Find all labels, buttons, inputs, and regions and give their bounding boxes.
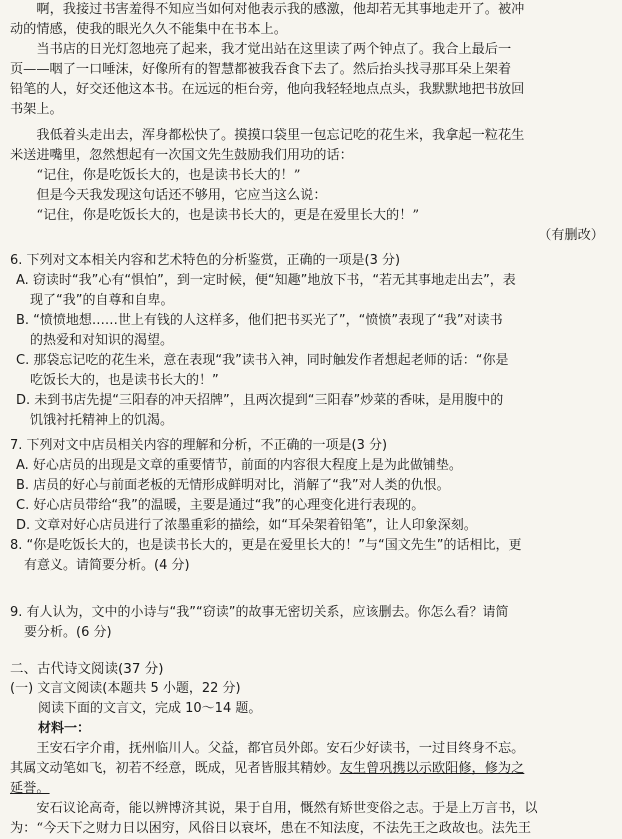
option-a: A. 好心店员的出现是文章的重要情节，前面的内容很大程度上是为此做铺垫。 [16, 458, 462, 473]
passage-line: 动的情感，使我的眼光久久不能集中在书本上。 [10, 22, 287, 37]
exam-page [10, 0, 616, 839]
classical-line: 安石议论高奇，能以辨博济其说，果于自用，慨然有矫世变俗之志。于是上万言书，以 [36, 801, 538, 816]
question-stem: 9. 有人认为，文中的小诗与“我”“窃读”的故事无密切关系，应该删去。你怎么看？请简 [10, 605, 509, 620]
section-2 [10, 659, 616, 839]
passage-line: 我低着头走出去，浑身都松快了。摸摸口袋里一包忘记吃的花生米，我拿起一粒花生 [36, 128, 525, 143]
question-stem: 8. “你是吃饭长大的，也是读书长大的，更是在爱里长大的！”与“国文先生”的话相比，更 [10, 538, 522, 553]
passage-line: 铅笔的人，好交还他这本书。在远远的柜台旁，他向我轻轻地点点头，我默默地把书放回 [10, 82, 525, 97]
quote-line: “记住，你是吃饭长大的，也是读书长大的，更是在爱里长大的！” [36, 208, 420, 223]
subsection-title: (一) 文言文阅读(本题共 5 小题，22 分) [10, 681, 241, 696]
classical-line: 其属文动笔如飞，初若不经意，既成，见者皆服其精妙。友生曾巩携以示欧阳修，修为之 [10, 761, 525, 776]
option-b: B. “愤愤地想……世上有钱的人这样多，他们把书买光了”，“愤愤”表现了“我”对读书 的热爱和对知识的渴望。 [16, 313, 503, 348]
material-label: 材料一： [38, 721, 91, 736]
passage-line: 当书店的日光灯忽地亮了起来，我才觉出站在这里读了两个钟点了。我合上最后一 [36, 42, 512, 57]
question-stem: 6. 下列对文本相关内容和艺术特色的分析鉴赏，正确的一项是(3 分) [10, 253, 401, 268]
question-7 [10, 436, 616, 536]
option-c: C. 好心店员带给“我”的温暖，主要是通过“我”的心理变化进行表现的。 [16, 498, 425, 513]
passage-line: 啊，我接过书害羞得不知应当如何对他表示我的感激，他却若无其事地走开了。被冲 [36, 2, 525, 17]
classical-line: 王安石字介甫，抚州临川人。父益，都官员外郎。安石少好读书，一过目终身不忘。 [36, 741, 525, 756]
instruction: 阅读下面的文言文，完成 10～14 题。 [38, 701, 262, 716]
question-stem: 7. 下列对文中店员相关内容的理解和分析，不正确的一项是(3 分) [10, 438, 388, 453]
source-note: （有删改） [538, 228, 604, 243]
passage-line: 米送进嘴里，忽然想起有一次国文先生鼓励我们用功的话： [10, 148, 353, 163]
question-stem-cont: 要分析。(6 分) [24, 625, 112, 640]
option-d: D. 文章对好心店员进行了浓墨重彩的描绘，如“耳朵架着铅笔”，让人印象深刻。 [16, 518, 477, 533]
passage-line: 页——咽了一口唾沫，好像所有的智慧都被我吞食下去了。然后抬头找寻那耳朵上架着 [10, 62, 512, 77]
passage [10, 0, 616, 246]
passage-line: 书架上。 [10, 102, 63, 117]
option-a: A. 窃读时“我”心有“惧怕”，到一定时候，便“知趣”地放下书，“若无其事地走出去”，表 现了“我”的自尊和自卑。 [16, 273, 516, 308]
quote-line: “记住，你是吃饭长大的，也是读书长大的！” [36, 168, 301, 183]
question-9 [10, 603, 616, 643]
option-d: D. 未到书店先提“三阳春的冲天招牌”，且两次提到“三阳春”炒菜的香味，是用腹中的 饥饿衬托精神上的饥渴。 [16, 393, 504, 428]
question-6 [10, 251, 616, 431]
classical-line [10, 779, 616, 799]
quote-line: 但是今天我发现这句话还不够用，它应当这么说： [36, 188, 327, 203]
option-b: B. 店员的好心与前面老板的无情形成鲜明对比，消解了“我”对人类的仇恨。 [16, 478, 450, 493]
question-stem-cont: 有意义。请简要分析。(4 分) [24, 558, 190, 573]
underlined-sentence: 友生曾巩携以示欧阳修，修为之 [339, 761, 525, 776]
classical-line: 为：“今天下之财力日以困穷，风俗日以衰坏，患在不知法度，不法先王之政故也。法先王 [10, 821, 532, 836]
question-8 [10, 536, 616, 576]
section-title: 二、古代诗文阅读(37 分) [10, 661, 164, 677]
option-c: C. 那袋忘记吃的花生米，意在表现“我”读书入神，同时触发作者想起老师的话：“你是 吃饭长大的，也是读书长大的！” [16, 353, 509, 388]
underlined-sentence-end: 延誉。 [10, 781, 50, 796]
